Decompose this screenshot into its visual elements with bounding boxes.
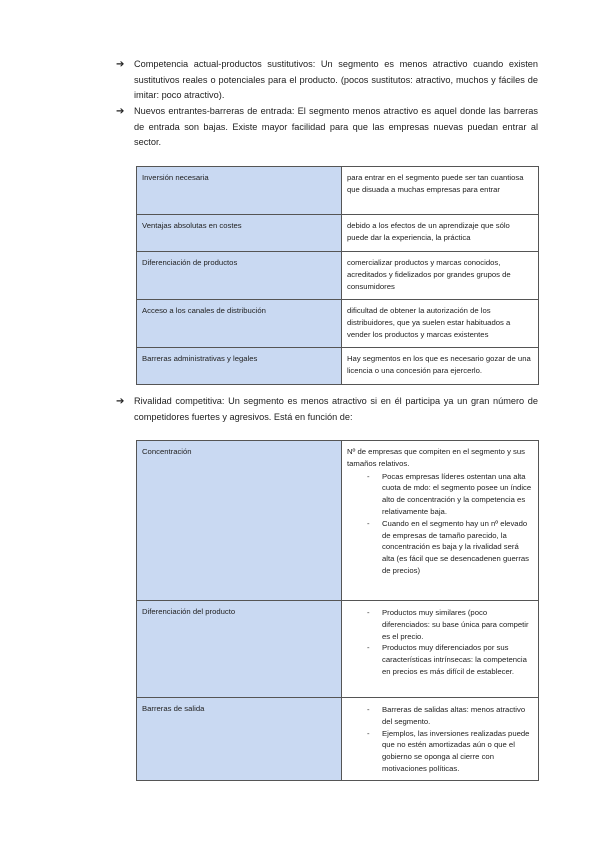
bullet-substitutes (116, 57, 538, 104)
table-row (137, 252, 539, 300)
entry-barriers-table (136, 166, 539, 385)
row-description: comercializar productos y marcas conocidos, acreditados y fidelizados por grandes grupos de consumidores (342, 252, 539, 300)
detail-list (347, 471, 533, 577)
list-item: - Pocas empresas líderes ostentan una alta cuota de mdo: el segmento posee un índice alto de concentración y la competencia es relativamente baja. (367, 471, 533, 518)
row-description: Hay segmentos en los que es necesario gozar de una licencia o una concesión para ejercerlo. (342, 348, 539, 385)
table-row (137, 698, 539, 781)
bullet-text: Nuevos entrantes-barreras de entrada: El segmento menos atractivo es aquel donde las barreras de entrada son bajas. Existe mayor facilidad para que las empresas nuevas puedan entrar al sector. (134, 106, 538, 148)
list-item: - Productos muy diferenciados por sus características intrínsecas: la competencia en precios es más difícil de establecer. (367, 642, 533, 677)
rivalry-factors-table (136, 440, 539, 781)
arrow-icon: ➔ (116, 396, 125, 407)
row-label: Diferenciación de productos (137, 252, 342, 300)
list-item: - Productos muy similares (poco diferenciados: su base única para competir es el precio. (367, 607, 533, 642)
bullet-rivalry (116, 394, 538, 425)
row-description: debido a los efectos de un aprendizaje que sólo puede dar la experiencia, la práctica (342, 215, 539, 252)
table-row (137, 441, 539, 601)
detail-list (347, 607, 533, 678)
row-description: dificultad de obtener la autorización de los distribuidores, que ya suelen estar habituados a vender los productos y marcas existentes (342, 300, 539, 348)
row-label: Barreras administrativas y legales (137, 348, 342, 385)
arrow-icon: ➔ (116, 106, 125, 117)
row-label: Inversión necesaria (137, 167, 342, 215)
table-row (137, 300, 539, 348)
row-label: Acceso a los canales de distribución (137, 300, 342, 348)
list-item: - Ejemplos, las inversiones realizadas puede que no estén amortizadas aún o que el gobierno se oponga al cierre con motivaciones políticas. (367, 728, 533, 775)
table-row (137, 601, 539, 698)
list-item: - Barreras de salidas altas: menos atractivo del segmento. (367, 704, 533, 728)
arrow-icon: ➔ (116, 59, 125, 70)
row-label: Concentración (137, 441, 342, 601)
row-description: para entrar en el segmento puede ser tan cuantiosa que disuada a muchas empresas para entrar (342, 167, 539, 215)
row-label: Barreras de salida (137, 698, 342, 781)
bullet-text: Competencia actual-productos sustitutivos: Un segmento es menos atractivo cuando existen sustitutivos reales o potenciales para el producto. (pocos sustitutos: atractivo, muchos y fáciles de imitar: poco atractivo). (134, 59, 538, 101)
detail-list (347, 704, 533, 775)
table-row (137, 167, 539, 215)
table-row (137, 348, 539, 385)
row-description (342, 698, 539, 781)
row-label: Ventajas absolutas en costes (137, 215, 342, 252)
row-label: Diferenciación del producto (137, 601, 342, 698)
table-row (137, 215, 539, 252)
list-item: - Cuando en el segmento hay un nº elevado de empresas de tamaño parecido, la concentración es baja y la rivalidad será alta (es fácil que se desencadenen guerras de precios) (367, 518, 533, 577)
row-intro: Nº de empresas que compiten en el segmento y sus tamaños relativos. (347, 447, 526, 468)
bullet-text: Rivalidad competitiva: Un segmento es menos atractivo si en él participa ya un gran número de competidores fuertes y agresivos. Está en función de: (134, 396, 538, 422)
row-description (342, 441, 539, 601)
bullet-new-entrants (116, 104, 538, 151)
row-description (342, 601, 539, 698)
